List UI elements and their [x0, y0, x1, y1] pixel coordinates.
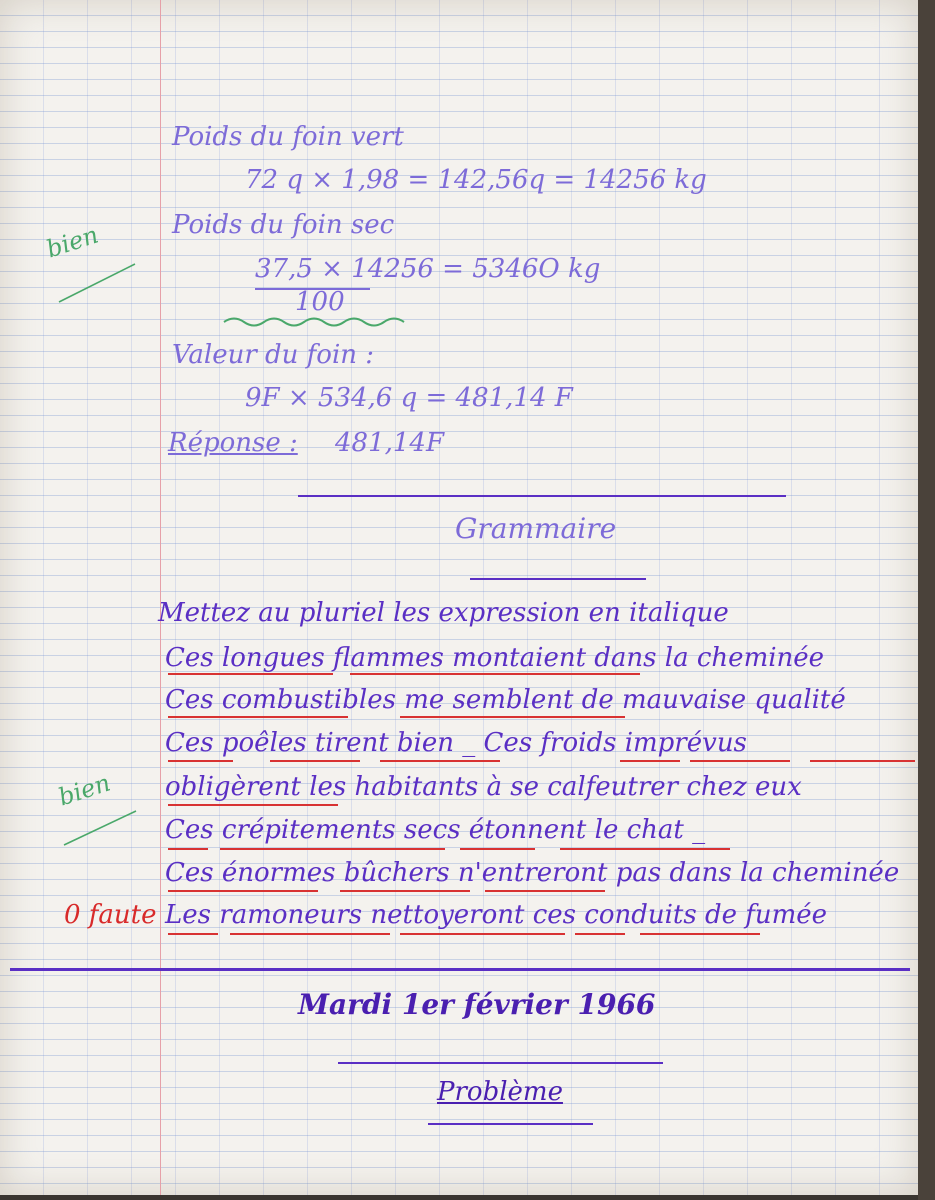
grammar-line-1: Ces longues flammes montaient dans la cheminée [165, 643, 825, 673]
red-underline [380, 760, 500, 762]
teacher-check-grammar [60, 805, 140, 850]
red-underline [560, 848, 730, 850]
teacher-mark-grammar: bien [54, 768, 114, 812]
red-underline [400, 933, 565, 935]
teacher-mark-top: bien [42, 220, 102, 264]
date-underline [338, 1062, 663, 1064]
red-underline [270, 760, 360, 762]
answer-label: Réponse : [168, 428, 298, 458]
red-underline [340, 890, 470, 892]
grammar-line-2: Ces combustibles me semblent de mauvaise qualité [165, 685, 846, 715]
red-underline [575, 933, 625, 935]
label-value: Valeur du foin : [172, 340, 375, 370]
red-underline [640, 933, 760, 935]
grammar-line-4: obligèrent les habitants à se calfeutrer chez eux [165, 772, 802, 802]
red-underline [168, 716, 348, 718]
red-underline [168, 804, 338, 806]
calc-value: 9F × 534,6 q = 481,14 F [245, 383, 573, 413]
calc-dry-denominator: 100 [295, 287, 345, 317]
red-underline [220, 848, 445, 850]
red-underline [350, 673, 640, 675]
grammar-instruction: Mettez au pluriel les expression en italique [158, 598, 729, 628]
answer-value: 481,14F [335, 428, 445, 458]
teacher-check-top [55, 258, 140, 308]
calc-green: 72 q × 1,98 = 142,56q = 14256 kg [245, 165, 707, 195]
fault-note: 0 faute [64, 900, 157, 930]
green-wavy-underline [222, 315, 422, 329]
red-underline [230, 933, 390, 935]
red-underline [620, 760, 680, 762]
grammar-title: Grammaire [455, 512, 617, 545]
red-underline [810, 760, 915, 762]
page-divider [10, 968, 910, 971]
grammar-line-7: Les ramoneurs nettoyeront ces conduits de fumée [165, 900, 828, 930]
red-underline [168, 760, 233, 762]
red-underline [690, 760, 790, 762]
red-underline [168, 933, 218, 935]
red-underline [485, 890, 605, 892]
grammar-title-underline [470, 578, 646, 580]
red-underline [168, 673, 333, 675]
red-underline [460, 848, 535, 850]
notebook-edge [918, 0, 935, 1200]
grammar-line-5: Ces crépitements secs étonnent le chat _ [165, 815, 706, 845]
red-underline [168, 848, 208, 850]
grammar-line-3: Ces poêles tirent bien _ Ces froids imprévus [165, 728, 747, 758]
entry-date: Mardi 1er février 1966 [298, 988, 656, 1021]
problem-title-underline [428, 1123, 593, 1125]
red-underline [400, 716, 625, 718]
red-underline [168, 890, 318, 892]
section-separator [298, 495, 786, 497]
grammar-line-6: Ces énormes bûchers n'entreront pas dans la cheminée [165, 858, 900, 888]
label-weight-dry: Poids du foin sec [172, 210, 395, 240]
label-weight-green: Poids du foin vert [172, 122, 404, 152]
problem-title: Problème [437, 1077, 563, 1107]
calc-dry-numerator: 37,5 × 14256 = 5346O kg [255, 254, 601, 284]
